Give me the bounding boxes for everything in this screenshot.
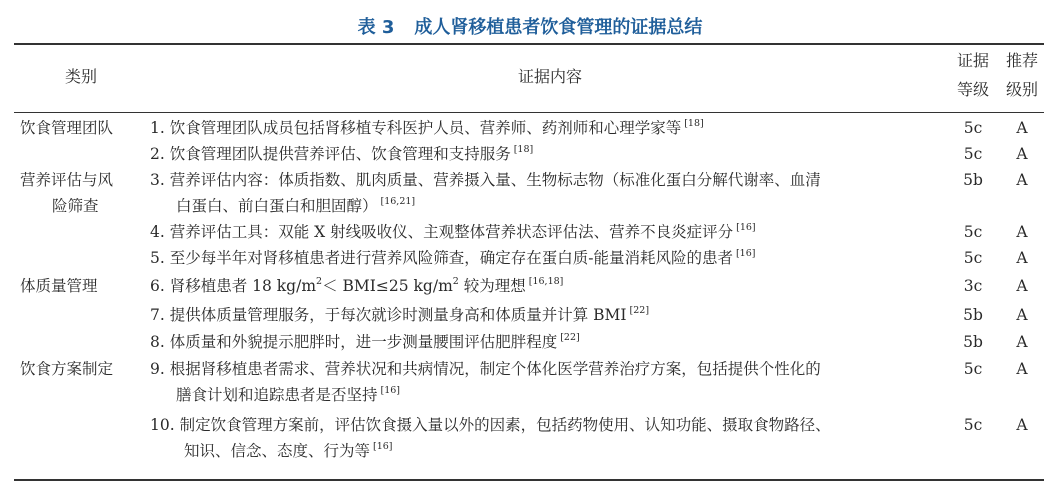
evidence-level: 5c bbox=[963, 119, 983, 137]
header-recommend-line1: 推荐 bbox=[1005, 51, 1038, 70]
evidence-level: 5c bbox=[963, 145, 983, 163]
category-cell: 营养评估与风 险筛查 bbox=[20, 171, 114, 215]
evidence-text: 10. 制定饮食管理方案前，评估饮食摄入量以外的因素，包括药物使用、认知功能、摄取食物路径、 知识、信念、态度、行为等 [16] bbox=[150, 416, 831, 460]
citation: [16] bbox=[735, 248, 756, 259]
evidence-text: 7. 提供体质量管理服务，于每次就诊时测量身高和体质量并计算 BMI [22] bbox=[150, 305, 650, 324]
evidence-text: 8. 体质量和外貌提示肥胖时，进一步测量腰围评估肥胖程度 [22] bbox=[150, 332, 580, 351]
recommend-level: A bbox=[1016, 119, 1028, 137]
recommend-level: A bbox=[1016, 360, 1028, 378]
recommend-level: A bbox=[1016, 223, 1028, 241]
evidence-level: 5c bbox=[963, 360, 983, 378]
header-rule bbox=[14, 112, 1044, 113]
evidence-text: 6. 肾移植患者 18 $kg/m^2< BMI\le 25$ $kg/m^2$ 较为理想 [16,18] bbox=[150, 276, 564, 295]
citation: [16,21] bbox=[380, 196, 416, 207]
category-cell: 饮食管理团队 bbox=[20, 119, 114, 137]
bottom-rule bbox=[14, 479, 1044, 481]
evidence-text: 9. 根据肾移植患者需求、营养状况和共病情况，制定个体化医学营养治疗方案，包括提供个性化的 膳食计划和追踪患者是否坚持 [16] bbox=[150, 360, 821, 404]
citation: [22] bbox=[560, 332, 580, 343]
evidence-level: 5b bbox=[963, 306, 983, 324]
evidence-level: 5b bbox=[963, 333, 983, 351]
top-rule bbox=[14, 43, 1044, 45]
recommend-level: A bbox=[1016, 145, 1028, 163]
category-cell: 饮食方案制定 bbox=[20, 360, 114, 378]
exponent: 2 bbox=[452, 276, 459, 287]
header-evidence-level bbox=[950, 46, 996, 104]
evidence-level: 5c bbox=[963, 223, 983, 241]
table-number: 表 3 bbox=[357, 17, 395, 38]
recommend-level: A bbox=[1016, 171, 1028, 189]
recommend-level: A bbox=[1016, 416, 1028, 434]
table-caption bbox=[0, 13, 1060, 39]
evidence-text: 5. 至少每半年对肾移植患者进行营养风险筛查，确定存在蛋白质-能量消耗风险的患者 [16] bbox=[150, 248, 756, 267]
exponent: 2 bbox=[316, 276, 323, 287]
header-content: 证据内容 bbox=[517, 67, 582, 86]
recommend-level: A bbox=[1016, 306, 1028, 324]
header-recommend-line2: 级别 bbox=[1005, 80, 1038, 99]
citation: [18] bbox=[684, 118, 704, 129]
category-cell: 体质量管理 bbox=[20, 277, 98, 295]
recommend-level: A bbox=[1016, 333, 1028, 351]
citation: [16,18] bbox=[528, 276, 564, 287]
evidence-text: 2. 饮食管理团队提供营养评估、饮食管理和支持服务 [18] bbox=[150, 144, 534, 163]
recommend-level: A bbox=[1016, 249, 1028, 267]
evidence-level: 5b bbox=[963, 171, 983, 189]
evidence-text: 4. 营养评估工具：双能 X 射线吸收仪、主观整体营养状态评估法、营养不良炎症评分 [16] bbox=[150, 222, 756, 241]
evidence-level: 5c bbox=[963, 416, 983, 434]
citation: [22] bbox=[629, 305, 650, 316]
evidence-level: 3c bbox=[963, 277, 983, 295]
header-category: 类别 bbox=[64, 67, 97, 86]
table-title: 成人肾移植患者饮食管理的证据总结 bbox=[414, 17, 703, 38]
header-evidence-line2: 等级 bbox=[956, 80, 989, 99]
citation: [16] bbox=[373, 441, 393, 452]
header-evidence-line1: 证据 bbox=[956, 51, 989, 70]
header-recommend-level bbox=[998, 46, 1046, 104]
evidence-text: 3. 营养评估内容：体质指数、肌肉质量、营养摄入量、生物标志物（标准化蛋白分解代谢率、血清 白蛋白、前白蛋白和胆固醇） [16,21] bbox=[150, 171, 821, 215]
evidence-text: 1. 饮食管理团队成员包括肾移植专科医护人员、营养师、药剂师和心理学家等 [18] bbox=[150, 118, 704, 137]
evidence-level: 5c bbox=[963, 249, 983, 267]
recommend-level: A bbox=[1016, 277, 1028, 295]
citation: [16] bbox=[380, 385, 401, 396]
citation: [16] bbox=[736, 222, 756, 233]
citation: [18] bbox=[513, 144, 534, 155]
